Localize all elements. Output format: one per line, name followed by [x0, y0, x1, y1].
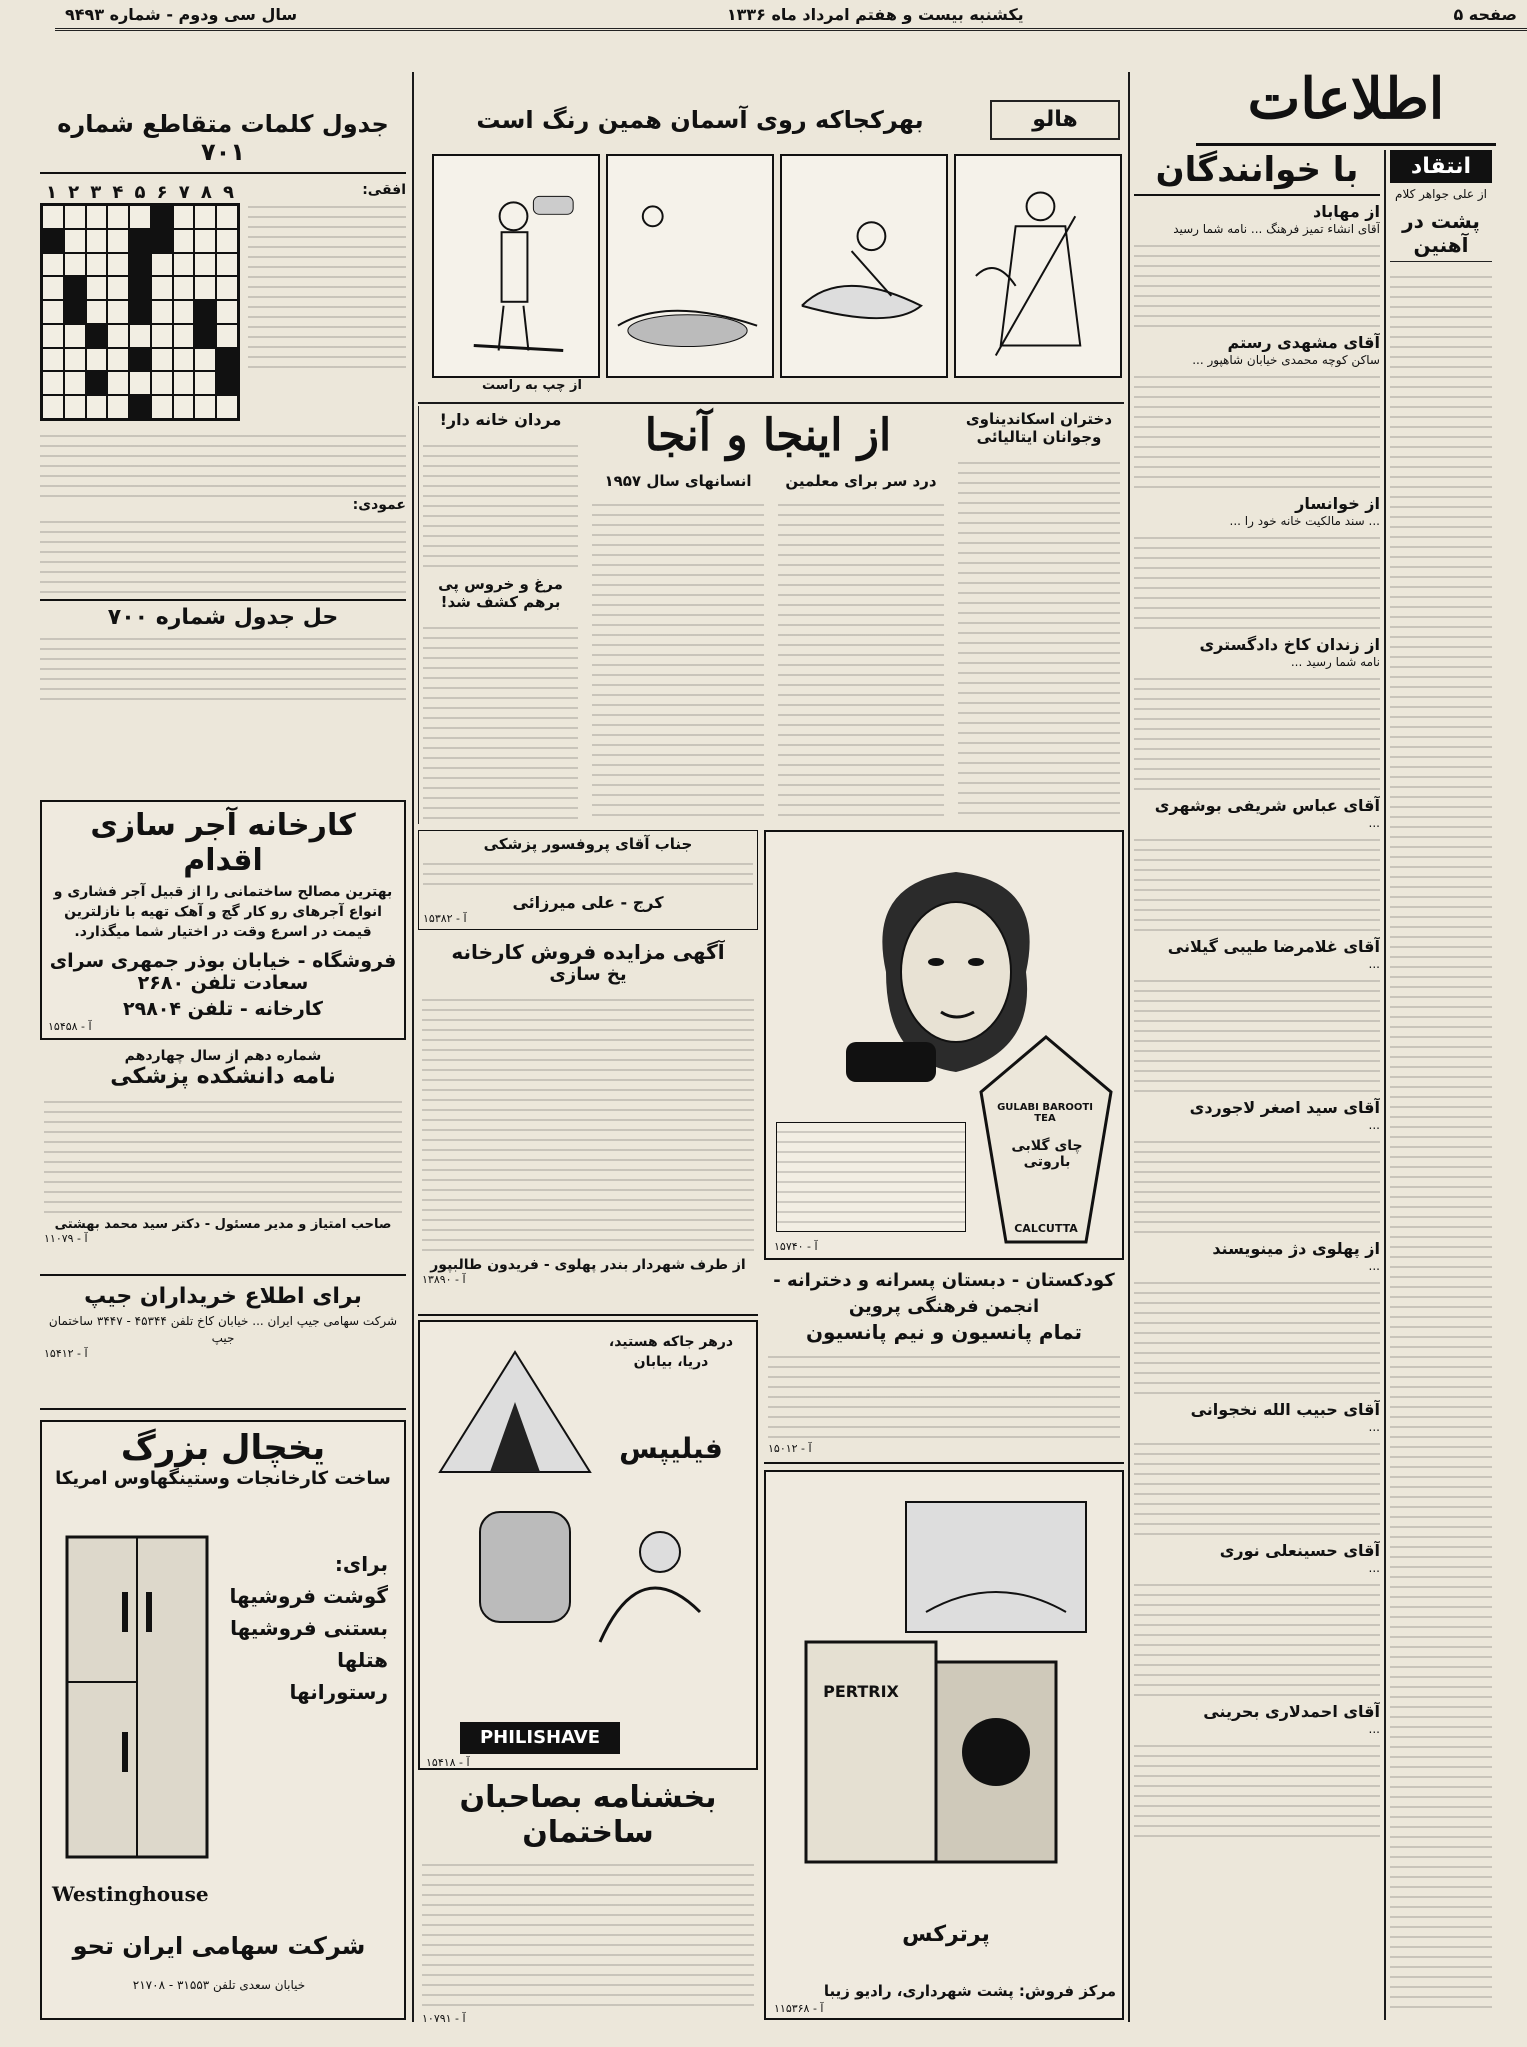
crossword-number: ۵ [134, 182, 146, 203]
reader-item-body [1134, 670, 1380, 790]
reader-item-body [1134, 1133, 1380, 1233]
crossword-cell [216, 324, 238, 348]
fridge-list-item: هتلها [337, 1648, 388, 1672]
shaver-name: PHILISHAVE [460, 1722, 620, 1754]
crossword-cell [107, 205, 129, 229]
reader-item-body [1134, 1737, 1380, 1837]
crossword-cell [151, 348, 173, 372]
crossword-number: ۳ [90, 182, 102, 203]
ad-brick-code: آ - ۱۵۴۵۸ [48, 1020, 92, 1033]
critique-text [1390, 268, 1492, 2008]
ad-journal-foot: صاحب امتیاز و مدیر مسئول - دکتر سید محمد بهشتی [54, 1217, 392, 1232]
crossword-grid [40, 203, 240, 421]
crossword-cell [151, 276, 173, 300]
crossword-cell [86, 371, 108, 395]
crossword-cell [42, 324, 64, 348]
crossword-cell [64, 395, 86, 419]
battery-code: آ - ۱۱۵۳۶۸ [774, 2002, 824, 2015]
reader-item-head: از زندان کاخ دادگستری [1199, 635, 1380, 654]
ad-journal-code: آ - ۱۱۰۷۹ [44, 1232, 88, 1245]
reader-item-body [1134, 529, 1380, 629]
issue-date: یکشنبه بیست و هفتم امرداد ماه ۱۳۳۶ [726, 4, 1024, 24]
tea-persian: چای گلابی باروتی [1011, 1138, 1083, 1170]
ad-jeep-title: برای اطلاع خریداران جیپ [84, 1284, 362, 1309]
crossword-cell [64, 276, 86, 300]
ad-battery [764, 1470, 1124, 2020]
comic-strip [432, 154, 1122, 378]
reader-item-text: ... [1368, 957, 1380, 971]
ad-journal-head: شماره دهم از سال چهاردهم [124, 1048, 322, 1064]
reader-item-body [1134, 1435, 1380, 1535]
crossword-cell [42, 300, 64, 324]
reader-item-text: ... [1368, 816, 1380, 830]
crossword-cell [107, 395, 129, 419]
reader-item-body [1134, 831, 1380, 931]
crossword-grid-wrap [40, 182, 240, 421]
tea-brand: GULABI BAROOTI TEA [997, 1102, 1093, 1124]
battery-foot: مرکز فروش: پشت شهرداری، رادیو زیبا [823, 1982, 1116, 2000]
crossword-title: جدول کلمات متقاطع شماره ۷۰۱ [40, 110, 406, 174]
column-rule [1128, 72, 1130, 2022]
feature-col-2 [774, 470, 948, 824]
crossword-cell [86, 324, 108, 348]
ad-brick-title: کارخانه آجر سازی اقدام [90, 808, 356, 878]
battery-brand: پرترکس [902, 1922, 990, 1947]
crossword-cell [173, 229, 195, 253]
crossword-cell [86, 395, 108, 419]
crossword-cell [194, 229, 216, 253]
crossword-cell [107, 253, 129, 277]
readers-list [1134, 202, 1380, 1837]
ad-shaver [418, 1320, 758, 1770]
crossword-cell [42, 348, 64, 372]
ad-jeep [40, 1280, 406, 1410]
ad-doctor-name: کرج - علی میرزائی [512, 893, 664, 912]
reader-item-text: ساکن کوچه محمدی خیابان شاهپور ... [1192, 353, 1380, 367]
fridge-list-item: گوشت فروشیها [229, 1584, 388, 1608]
reader-item-body [1134, 1274, 1380, 1394]
ad-circular [418, 1776, 758, 2025]
reader-item-head: آقای غلامرضا طیبی گیلانی [1167, 937, 1380, 956]
ad-doctor-title: جناب آقای پروفسور پزشکی [483, 835, 693, 853]
reader-item-text: نامه شما رسید ... [1290, 655, 1380, 669]
crossword-cell [151, 253, 173, 277]
crossword-vertical-label: عمودی: [352, 497, 406, 514]
feature-col-3 [588, 470, 768, 824]
crossword-cell [86, 229, 108, 253]
reader-item-text: ... [1368, 1118, 1380, 1132]
crossword-cell [129, 395, 151, 419]
comic-panel-1 [432, 154, 600, 378]
reader-item-head: آقای مشهدی رستم [1227, 333, 1380, 352]
crossword-clues [248, 182, 406, 421]
crossword-cell [129, 205, 151, 229]
crossword-cell [194, 324, 216, 348]
crossword-cell [129, 324, 151, 348]
feature-col-4 [418, 406, 582, 824]
crossword-cell [129, 229, 151, 253]
ad-doctor [418, 830, 758, 930]
ad-brick-factory: کارخانه - تلفن ۲۹۸۰۴ [123, 998, 323, 1020]
shaver-code: آ - ۱۵۴۱۸ [426, 1756, 470, 1769]
crossword-cell [194, 300, 216, 324]
crossword-cell [173, 395, 195, 419]
ad-school-sub: تمام پانسیون و نیم پانسیون [805, 1320, 1083, 1344]
readers-column [1134, 150, 1380, 2020]
crossword-number: ۷ [178, 182, 190, 203]
ad-tender-title: آگهی مزایده فروش کارخانه [451, 940, 725, 964]
crossword-cell [216, 371, 238, 395]
fridge-list-item: رستورانها [289, 1680, 388, 1704]
crossword-cell [129, 348, 151, 372]
reader-item-body [1134, 237, 1380, 327]
crossword-number: ۹ [223, 182, 234, 203]
crossword-cell [64, 253, 86, 277]
crossword-cell [107, 371, 129, 395]
tea-code: آ - ۱۵۷۴۰ [774, 1240, 818, 1253]
comic-header [420, 96, 1120, 152]
crossword-cell [129, 276, 151, 300]
year-issue: سال سی ودوم - شماره ۹۴۹۳ [65, 4, 298, 24]
shaver-head: درهر جاکه هستید، دریا، بیابان [608, 1334, 734, 1370]
ad-fridge-title: یخچال بزرگ [120, 1428, 326, 1468]
crossword-cell [173, 371, 195, 395]
crossword-cell [173, 276, 195, 300]
reader-item-text: ... [1368, 1259, 1380, 1273]
column-rule [1384, 150, 1386, 2020]
comic-caption: بهرکجاکه روی آسمان همین رنگ است [476, 106, 924, 134]
comic-panel-4 [954, 154, 1122, 378]
crossword-cell [194, 253, 216, 277]
ad-tender [418, 936, 758, 1316]
ad-fridge-sub: ساخت کارخانجات وستینگهاوس امریکا [55, 1468, 391, 1489]
ad-brick-shop: فروشگاه - خیابان بوذر جمهری سرای سعادت تلفن ۲۶۸۰ [49, 950, 397, 994]
crossword-cell [86, 253, 108, 277]
crossword-cell [216, 276, 238, 300]
ad-brick-text: بهترین مصالح ساختمانی را از قبیل آجر فشاری و انواع آجرهای رو کار گچ و آهک تهیه با نازلترین قیمت در اسرع وقت در اختیار شما میگذارد. [53, 884, 393, 940]
reader-item-body [1134, 368, 1380, 488]
ad-school-title: کودکستان - دبستان پسرانه و دخترانه - انجمن فرهنگی پروین [773, 1270, 1115, 1317]
feature-section [418, 406, 1124, 826]
reader-item-text: ... [1368, 1561, 1380, 1575]
crossword-cell [64, 205, 86, 229]
ad-jeep-code: آ - ۱۵۴۱۲ [44, 1347, 88, 1360]
crossword-cell [173, 300, 195, 324]
ad-fridge [40, 1420, 406, 2020]
shaver-brand: فیلیپس [619, 1432, 723, 1465]
critique-label: انتقاد [1390, 150, 1492, 183]
crossword-cell [194, 276, 216, 300]
feature-col4-sub: مرغ و خروس پی برهم کشف شد! [438, 575, 563, 611]
crossword-cell [86, 300, 108, 324]
crossword-cell [151, 229, 173, 253]
crossword-cell [151, 300, 173, 324]
crossword-cell [194, 348, 216, 372]
tea-city: CALCUTTA [1014, 1222, 1078, 1235]
critique-author: از علی جواهر کلام [1395, 187, 1487, 201]
ad-fridge-list [218, 1552, 388, 1712]
critique-column [1390, 150, 1492, 2020]
crossword-number: ۶ [156, 182, 168, 203]
crossword-cell [129, 300, 151, 324]
ad-tender-foot: از طرف شهردار بندر پهلوی - فریدون طالبپور [430, 1257, 746, 1273]
crossword-section [40, 110, 406, 680]
fridge-list-item: برای: [334, 1552, 388, 1576]
feature-col1-title: دختران اسکاندیناوی وجوانان ایتالیائی [965, 410, 1113, 446]
comic-panel-2 [606, 154, 774, 378]
ad-school-code: آ - ۱۵۰۱۲ [768, 1442, 812, 1455]
ad-doctor-code: آ - ۱۵۳۸۲ [423, 912, 467, 925]
crossword-solution-title: حل جدول شماره ۷۰۰ [40, 599, 406, 630]
ad-journal [40, 1044, 406, 1276]
reader-item-head: از پهلوی دژ مینویسند [1212, 1239, 1380, 1258]
crossword-cell [107, 324, 129, 348]
comic-panel-3 [780, 154, 948, 378]
crossword-cell [216, 253, 238, 277]
ad-brick [40, 800, 406, 1040]
reader-item-head: از مهاباد [1313, 202, 1380, 221]
fridge-list-item: بستنی فروشیها [230, 1616, 388, 1640]
crossword-cell [216, 395, 238, 419]
reader-item-text: ... سند مالکیت خانه خود را ... [1229, 514, 1380, 528]
battery-name: PERTRIX [823, 1682, 899, 1701]
ad-jeep-text: شرکت سهامی جیپ ایران ... خیابان کاخ تلفن ۴۵۳۴۴ - ۳۴۴۷ ساختمان جیپ [48, 1314, 398, 1345]
crossword-cell [151, 371, 173, 395]
crossword-cell [173, 253, 195, 277]
crossword-cell [173, 205, 195, 229]
crossword-cell [42, 205, 64, 229]
crossword-cell [86, 276, 108, 300]
comic-subcaption: از چپ به راست [482, 378, 582, 393]
crossword-cell [42, 229, 64, 253]
feature-col4-title: مردان خانه دار! [439, 410, 562, 429]
tent-illustration [430, 1332, 600, 1482]
feature-col-1 [954, 406, 1124, 824]
crossword-number: ۲ [68, 182, 80, 203]
fridge-illustration [62, 1532, 212, 1862]
crossword-cell [42, 253, 64, 277]
circular-code: آ - ۱۰۷۹۱ [422, 2012, 466, 2025]
reader-item-head: آقای سید اصغر لاجوردی [1189, 1098, 1380, 1117]
crossword-cell [173, 348, 195, 372]
crossword-cell [194, 371, 216, 395]
crossword-cell [151, 324, 173, 348]
crossword-cell [64, 371, 86, 395]
reader-item-body [1134, 972, 1380, 1092]
comic-title: هالو [990, 100, 1120, 140]
readers-title: با خوانندگان [1134, 150, 1380, 196]
critique-title: پشت در آهنین [1390, 205, 1492, 262]
crossword-number: ۴ [112, 182, 124, 203]
crossword-cell [64, 300, 86, 324]
crossword-cell [151, 205, 173, 229]
reader-item-head: آقای حبیب الله نخجوانی [1190, 1400, 1380, 1419]
crossword-number: ۸ [200, 182, 212, 203]
crossword-cell [173, 324, 195, 348]
ad-school [764, 1264, 1124, 1464]
crossword-cell [42, 276, 64, 300]
shaver-illustration [460, 1492, 720, 1672]
feature-col3-title: انسانهای سال ۱۹۵۷ [604, 472, 752, 490]
page-header [55, 0, 1527, 31]
masthead-title: اطلاعات [1196, 66, 1496, 146]
crossword-cell [42, 395, 64, 419]
crossword-cell [64, 229, 86, 253]
reader-item-text: آقای انشاء تمیز فرهنگ ... نامه شما رسید [1173, 222, 1380, 236]
reader-item-head: آقای عباس شریفی بوشهری [1154, 796, 1380, 815]
crossword-cell [216, 205, 238, 229]
crossword-horizontal-label: افقی: [362, 182, 406, 198]
feature-col2-title: درد سر برای معلمین [785, 472, 937, 490]
feature-title: از اینجا و آنجا [644, 410, 892, 461]
ad-tender-code: آ - ۱۳۸۹۰ [422, 1273, 466, 1286]
crossword-cell [86, 348, 108, 372]
ad-tender-sub: یخ سازی [549, 964, 627, 985]
crossword-cell [64, 324, 86, 348]
crossword-cell [107, 229, 129, 253]
crossword-cell [129, 371, 151, 395]
ad-tea [764, 830, 1124, 1260]
circular-title: بخشنامه بصاحبان ساختمان [459, 1780, 717, 1850]
reader-item-body [1134, 1576, 1380, 1696]
crossword-cell [107, 300, 129, 324]
ad-fridge-company: شرکت سهامی ایران تحو [72, 1932, 366, 1960]
ad-fridge-brand: Westinghouse [52, 1882, 209, 1906]
crossword-numbers [40, 182, 240, 203]
crossword-cell [107, 276, 129, 300]
crossword-cell [151, 395, 173, 419]
crossword-cell [194, 395, 216, 419]
crossword-cell [216, 300, 238, 324]
crossword-cell [216, 229, 238, 253]
ad-fridge-addr: خیابان سعدی تلفن ۳۱۵۵۳ - ۲۱۷۰۸ [132, 1978, 306, 1992]
ad-journal-title: نامه دانشکده پزشکی [110, 1064, 336, 1089]
reader-item-text: ... [1368, 1420, 1380, 1434]
crossword-cell [42, 371, 64, 395]
reader-item-head: از خوانسار [1295, 494, 1380, 513]
crossword-cell [216, 348, 238, 372]
tea-text-bubble [776, 1122, 966, 1232]
crossword-cell [194, 205, 216, 229]
crossword-number: ۱ [46, 182, 57, 203]
crossword-cell [129, 253, 151, 277]
reader-item-head: آقای احمدلاری بحرینی [1203, 1702, 1380, 1721]
reader-item-head: آقای حسینعلی نوری [1219, 1541, 1380, 1560]
crossword-cell [86, 205, 108, 229]
column-rule [412, 72, 414, 2022]
reader-item-text: ... [1368, 1722, 1380, 1736]
crossword-cell [107, 348, 129, 372]
crossword-cell [64, 348, 86, 372]
page-number: صفحه ۵ [1453, 4, 1517, 24]
